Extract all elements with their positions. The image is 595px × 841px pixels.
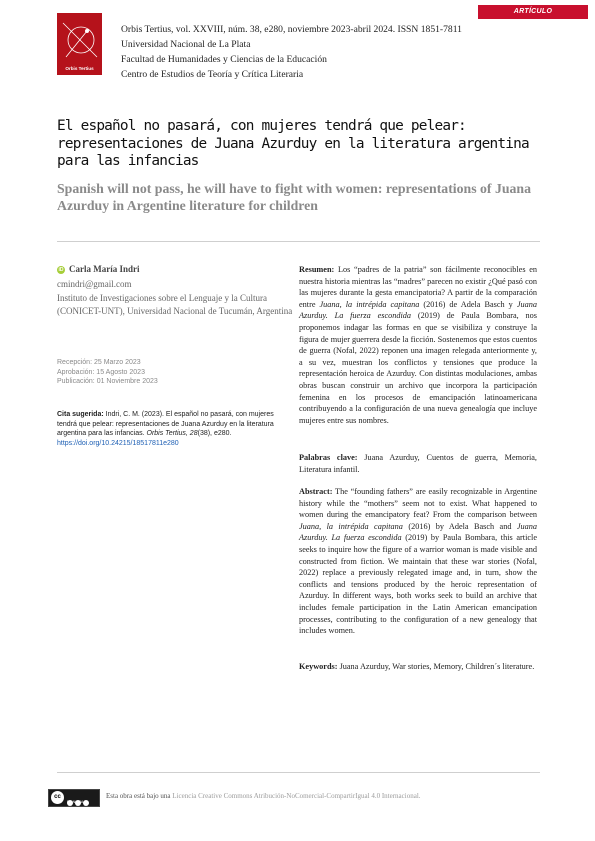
abstract-text: (2019) by Paula Bombara, this article seeks to inquire how the figure of a warrior woman is made visible and constructed from fiction. We maintain that these war stories (Nofal, 2022) replace a previously relegated image and, in turn, show the conflicts and tensions produced by the heroic representation of Azurduy. In different ways, both works seek to build an archive that includes female participation in the Latin American emancipation processes, contributing to the configuration of a new genealogy that includes women. xyxy=(299,533,537,636)
university: Universidad Nacional de La Plata xyxy=(121,39,251,50)
article-type-badge: ARTÍCULO xyxy=(478,5,588,19)
cc-license-icons xyxy=(67,793,97,799)
resumen-section xyxy=(299,264,537,426)
keywords-section xyxy=(299,661,537,673)
journal-info: Orbis Tertius, vol. XXVIII, núm. 38, e280, noviembre 2023-abril 2024. ISSN 1851-7811 xyxy=(121,24,462,35)
footer-divider xyxy=(57,772,540,773)
license-link[interactable]: Licencia Creative Commons Atribución-NoComercial-CompartirIgual 4.0 Internacional. xyxy=(172,792,421,800)
date-approved: Aprobación: 15 Agosto 2023 xyxy=(57,368,145,376)
suggested-citation xyxy=(57,410,287,448)
abstract-label: Abstract: xyxy=(299,487,333,496)
research-center: Centro de Estudios de Teoría y Crítica Literaria xyxy=(121,69,304,80)
doi-link[interactable]: https://doi.org/10.24215/18517811e280 xyxy=(57,439,179,447)
palabras-clave-text: Juana Azurduy, Cuentos de guerra, Memoria, Literatura infantil. xyxy=(299,453,537,474)
date-published: Publicación: 01 Noviembre 2023 xyxy=(57,378,158,385)
resumen-text: (2016) de Adela Basch y xyxy=(419,299,517,309)
citation-text: Indri, C. M. (2023). El español no pasará, con mujeres tendrá que pelear: representaciones de Juana Azurduy en la literatura argentina para las infancias. xyxy=(57,411,274,437)
creative-commons-icon[interactable] xyxy=(48,789,100,807)
palabras-clave-label: Palabras clave: xyxy=(299,453,358,462)
article-dates xyxy=(57,358,158,387)
author-row xyxy=(57,264,140,274)
cc-small-label: BY NC SA xyxy=(67,800,84,804)
cc-circle-icon: cc xyxy=(51,791,64,804)
abstract-section xyxy=(299,486,537,637)
book-title: Juana Azurduy. La fuerza escondida xyxy=(299,299,537,321)
logo-text: Orbis Tertius xyxy=(65,66,94,71)
article-title-spanish: El español no pasará, con mujeres tendrá que pelear: representaciones de Juana Azurduy en la literatura argentina para las infancias xyxy=(57,118,529,169)
citation-issue: (38), e280. xyxy=(197,430,232,437)
author-name: Carla María Indri xyxy=(69,264,140,274)
faculty: Facultad de Humanidades y Ciencias de la Educación xyxy=(121,54,327,65)
author-institution: Instituto de Investigaciones sobre el Lenguaje y la Cultura (CONICET-UNT), Universidad Nacional de Tucumán, Argentina xyxy=(57,293,293,316)
divider xyxy=(57,241,540,242)
resumen-text: Los “padres de la patria” son fácilmente reconocibles en nuestra historia mientras las “madres” parecen no existir ¿Qué pasó con las mujeres durante la gesta emancipatoria? A partir de la comparación entre xyxy=(299,265,537,309)
license-notice xyxy=(106,792,421,800)
orcid-icon[interactable]: iD xyxy=(58,267,64,273)
date-received: Recepción: 25 Marzo 2023 xyxy=(57,359,141,366)
journal-header xyxy=(121,22,462,82)
citation-label: Cita sugerida: xyxy=(57,411,104,418)
book-title: Juana, la intrépida capitana xyxy=(319,299,420,309)
author-email[interactable]: cmindri@gmail.com xyxy=(57,279,132,289)
abstract-text: (2016) by Adela Basch and xyxy=(402,521,517,531)
resumen-text: (2019) de Paula Bombara, nos proponemos indagar las formas en que se visibiliza y construye la figura de mujer guerrera desde la ficción. Sostenemos que estos cuentos de guerra (Nofal, 2022) reponen una imagen relegada anteriormente y, a su vez, muestran los conflictos y tensiones que produce la representación heroica de Azurduy. Con distintas modulaciones, ambas obras buscan construir un archivo que incorpora la participación femenina en los procesos de emancipación latinoamericana contribuyendo a la configuración de una nueva genealogía que incluye mujeres entre sus nombres. xyxy=(299,311,538,425)
book-title: Juana, la intrépida capitana xyxy=(299,521,403,531)
article-title-english: Spanish will not pass, he will have to fight with women: representations of Juana Azurduy in Argentine literature for children xyxy=(57,181,532,213)
keywords-text: Juana Azurduy, War stories, Memory, Children´s literature. xyxy=(337,662,535,671)
journal-logo xyxy=(57,13,102,75)
book-title: Juana Azurduy. La fuerza escondida xyxy=(299,521,538,543)
palabras-clave-section xyxy=(299,452,537,475)
citation-journal: Orbis Tertius, 28 xyxy=(146,430,198,437)
abstract-text: The “founding fathers” are easily recognizable in Argentine history while the “mothers” seem not to exist. What happened to women during the emancipatory feat? From the comparison between xyxy=(299,487,537,520)
keywords-label: Keywords: xyxy=(299,662,338,671)
license-prefix: Esta obra está bajo una xyxy=(106,792,173,800)
resumen-label: Resumen: xyxy=(299,265,335,274)
